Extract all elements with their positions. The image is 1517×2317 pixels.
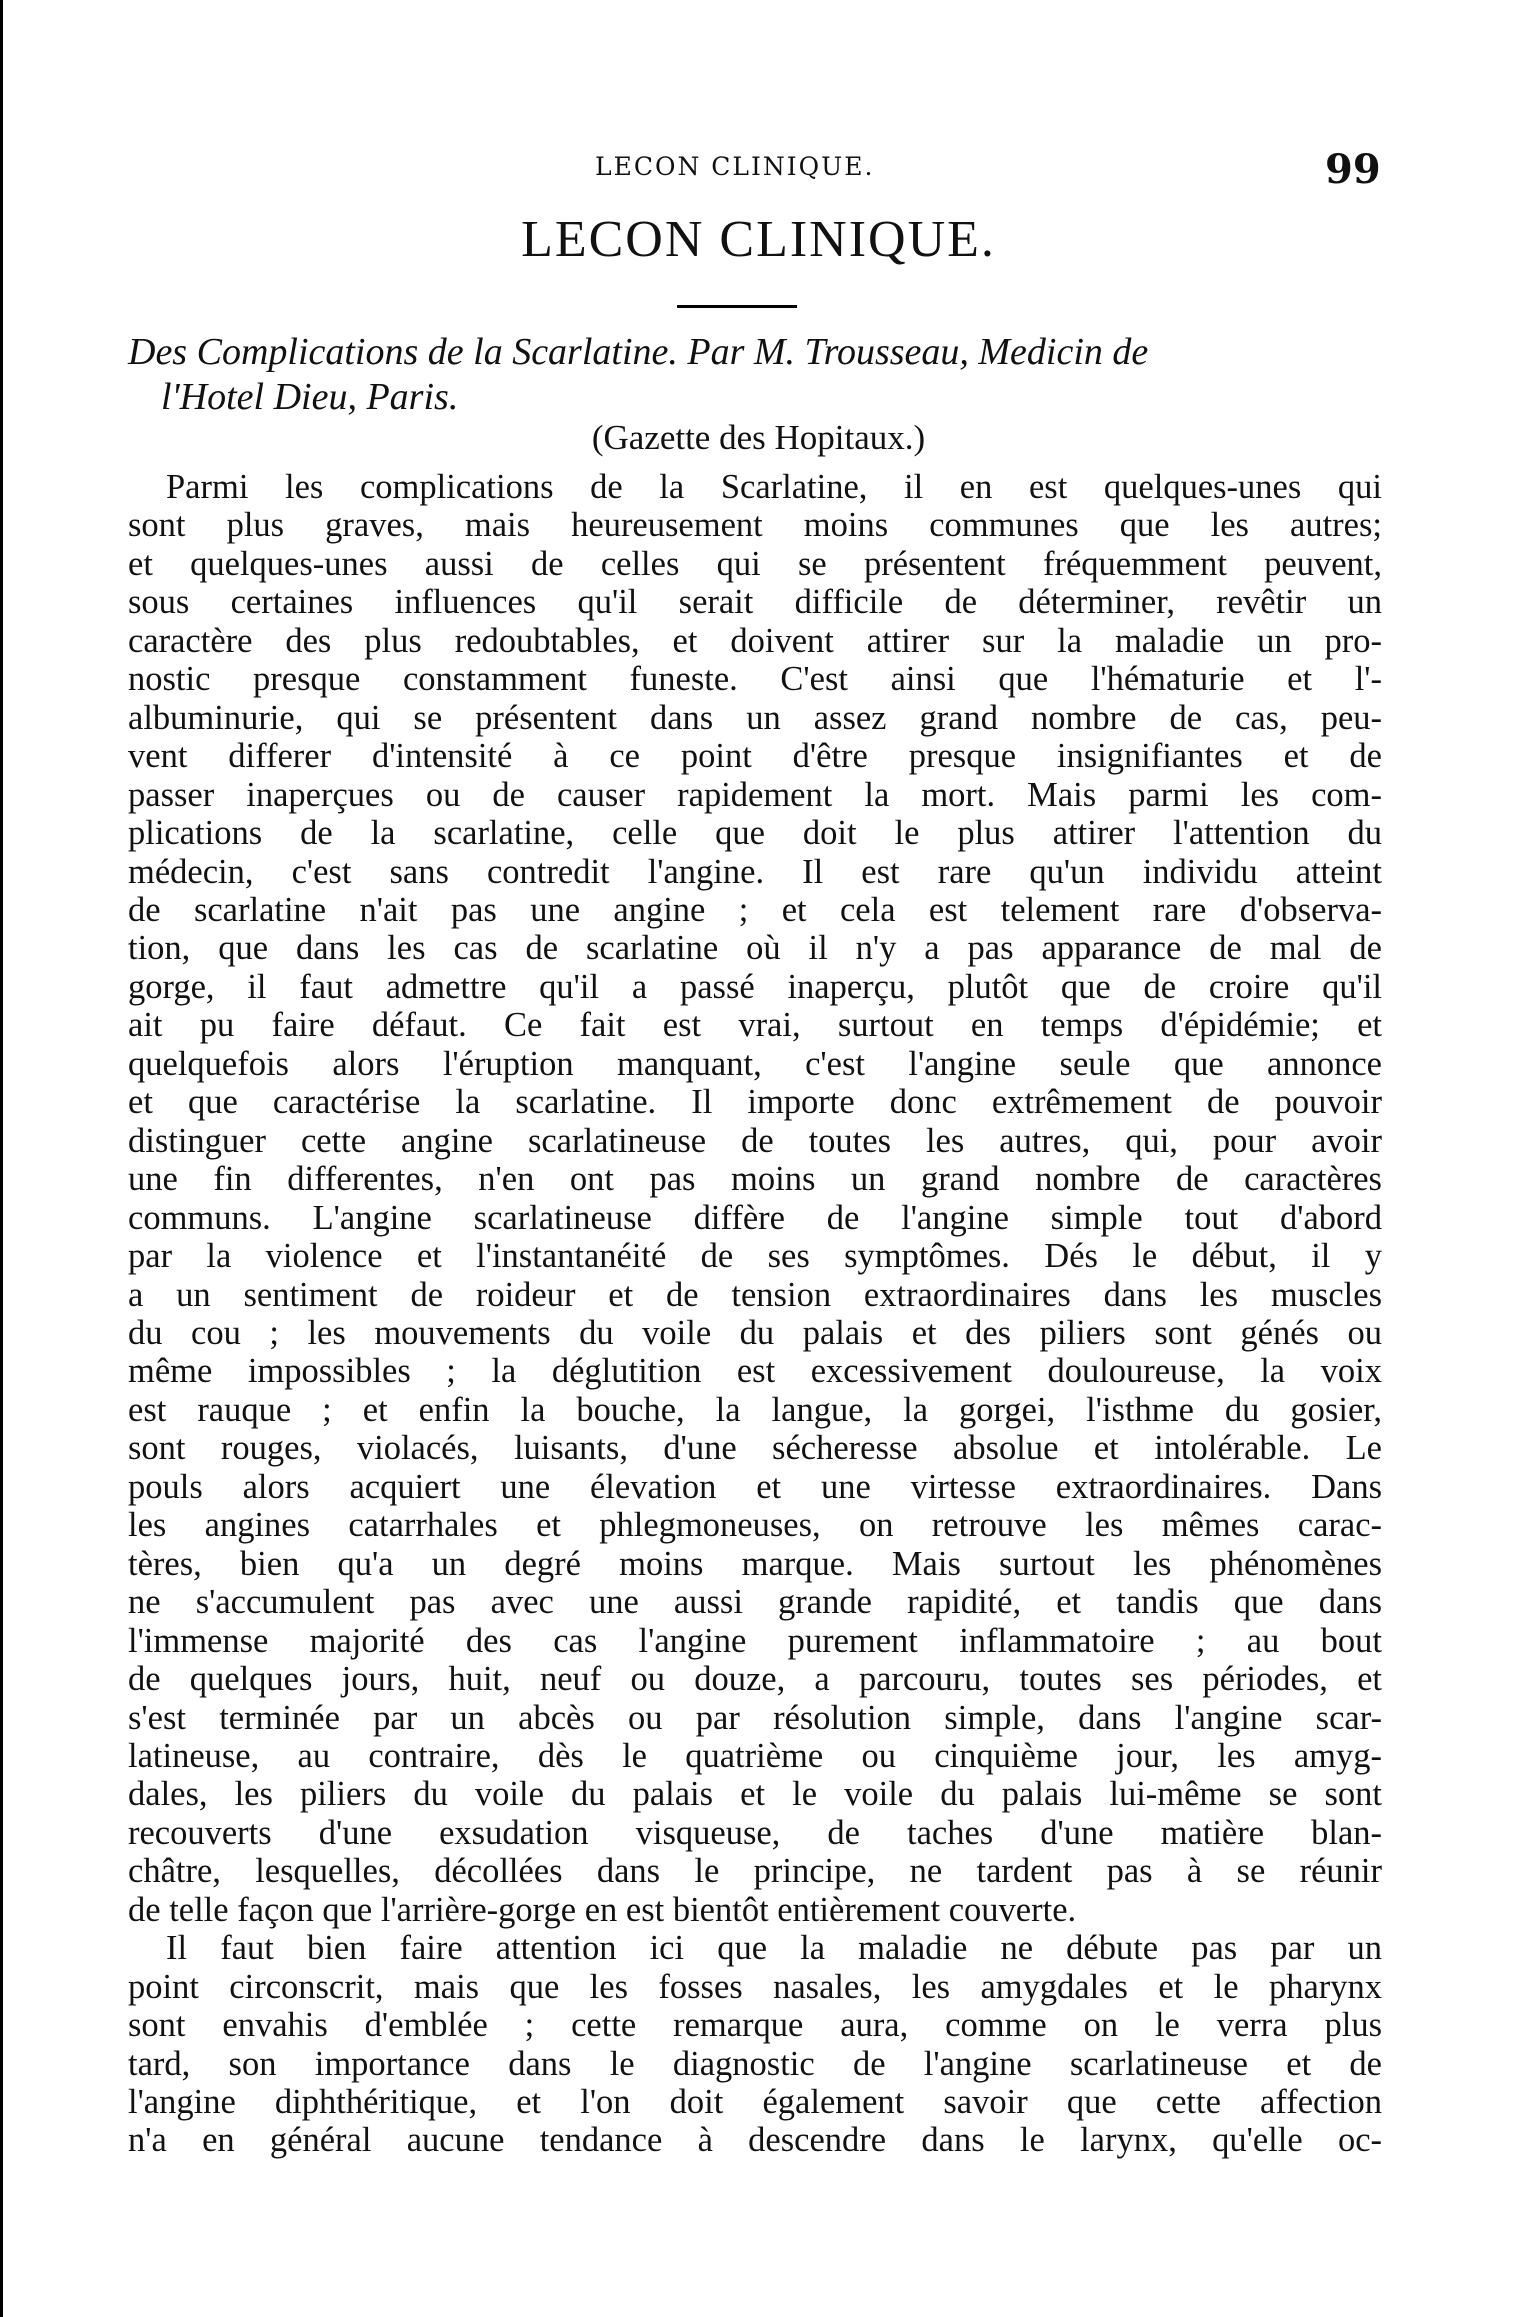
subtitle-line-1: Des Complications de la Scarlatine. Par M. Trousseau, Medicin de (128, 331, 1149, 373)
text-line: de quelques jours, huit, neuf ou douze, a parcouru, toutes ses périodes, et (128, 1660, 1382, 1699)
text-line: passer inaperçues ou de causer rapidement la mort. Mais parmi les com- (128, 775, 1382, 814)
text-line: s'est terminée par un abcès ou par résolution simple, dans l'angine scar- (128, 1698, 1382, 1737)
text-line: recouverts d'une exsudation visqueuse, de taches d'une matière blan- (128, 1813, 1382, 1852)
article-subtitle (128, 330, 1388, 420)
text-line: par la violence et l'instantanéité de ses symptômes. Dés le début, il y (128, 1237, 1382, 1276)
text-line: de scarlatine n'ait pas une angine ; et cela est telement rare d'observa- (128, 890, 1382, 929)
text-line: sont envahis d'emblée ; cette remarque aura, comme on le verra plus (128, 2006, 1382, 2045)
page-edge-rule (0, 0, 3, 2317)
text-line: pouls alors acquiert une élevation et une virtesse extraordinaires. Dans (128, 1467, 1382, 1506)
text-line: vent differer d'intensité à ce point d'être presque insignifiantes et de (128, 737, 1382, 776)
text-line: est rauque ; et enfin la bouche, la langue, la gorgei, l'isthme du gosier, (128, 1390, 1382, 1429)
text-line: une fin differentes, n'en ont pas moins un grand nombre de caractères (128, 1160, 1382, 1199)
text-line: point circonscrit, mais que les fosses nasales, les amygdales et le pharynx (128, 1967, 1382, 2006)
running-title: LECON CLINIQUE. (595, 152, 875, 181)
text-line: ne s'accumulent pas avec une aussi grande rapidité, et tandis que dans (128, 1583, 1382, 1622)
text-line: du cou ; les mouvements du voile du palais et des piliers sont génés ou (128, 1313, 1382, 1352)
text-line: sont rouges, violacés, luisants, d'une sécheresse absolue et intolérable. Le (128, 1429, 1382, 1468)
text-line: tard, son importance dans le diagnostic de l'angine scarlatineuse et de (128, 2044, 1382, 2083)
text-line: tères, bien qu'a un degré moins marque. Mais surtout les phénomènes (128, 1544, 1382, 1583)
article-body (128, 468, 1382, 2160)
text-line: médecin, c'est sans contredit l'angine. Il est rare qu'un individu atteint (128, 852, 1382, 891)
paragraph (128, 468, 1382, 1929)
text-line: l'angine diphthéritique, et l'on doit également savoir que cette affection (128, 2083, 1382, 2122)
text-line: albuminurie, qui se présentent dans un assez grand nombre de cas, peu- (128, 698, 1382, 737)
text-line: ait pu faire défaut. Ce fait est vrai, surtout en temps d'épidémie; et (128, 1006, 1382, 1045)
text-line: sont plus graves, mais heureusement moins communes que les autres; (128, 506, 1382, 545)
running-head (0, 146, 1517, 196)
article-title: LECON CLINIQUE. (521, 211, 996, 268)
text-line: plications de la scarlatine, celle que doit le plus attirer l'attention du (128, 814, 1382, 853)
text-line: a un sentiment de roideur et de tension extraordinaires dans les muscles (128, 1275, 1382, 1314)
text-line: nostic presque constamment funeste. C'est ainsi que l'hématurie et l'- (128, 660, 1382, 699)
text-line: même impossibles ; la déglutition est excessivement douloureuse, la voix (128, 1352, 1382, 1391)
text-line: caractère des plus redoubtables, et doivent attirer sur la maladie un pro- (128, 621, 1382, 660)
text-line: Il faut bien faire attention ici que la maladie ne débute pas par un (166, 1929, 1382, 1968)
text-line: distinguer cette angine scarlatineuse de toutes les autres, qui, pour avoir (128, 1121, 1382, 1160)
paragraph (128, 1929, 1382, 2160)
text-line: tion, que dans les cas de scarlatine où il n'y a pas apparance de mal de (128, 929, 1382, 968)
text-line: et quelques-unes aussi de celles qui se présentent fréquemment peuvent, (128, 544, 1382, 583)
text-line: n'a en général aucune tendance à descendre dans le larynx, qu'elle oc- (128, 2121, 1382, 2160)
text-line: sous certaines influences qu'il serait difficile de déterminer, revêtir un (128, 583, 1382, 622)
text-line: quelquefois alors l'éruption manquant, c'est l'angine seule que annonce (128, 1044, 1382, 1083)
text-line: châtre, lesquelles, décollées dans le principe, ne tardent pas à se réunir (128, 1852, 1382, 1891)
text-line: l'immense majorité des cas l'angine purement inflammatoire ; au bout (128, 1621, 1382, 1660)
subtitle-line-2: l'Hotel Dieu, Paris. (161, 376, 459, 418)
article-source: (Gazette des Hopitaux.) (591, 418, 926, 457)
text-line: de telle façon que l'arrière-gorge en est bientôt entièrement couverte. (128, 1890, 1077, 1929)
title-divider (677, 305, 797, 308)
text-line: et que caractérise la scarlatine. Il importe donc extrêmement de pouvoir (128, 1083, 1382, 1122)
text-line: Parmi les complications de la Scarlatine, il en est quelques-unes qui (166, 468, 1382, 506)
text-line: gorge, il faut admettre qu'il a passé inaperçu, plutôt que de croire qu'il (128, 967, 1382, 1006)
text-line: communs. L'angine scarlatineuse diffère de l'angine simple tout d'abord (128, 1198, 1382, 1237)
text-line: latineuse, au contraire, dès le quatrième ou cinquième jour, les amyg- (128, 1736, 1382, 1775)
text-line: dales, les piliers du voile du palais et le voile du palais lui-même se sont (128, 1775, 1382, 1814)
page-number: 99 (1325, 146, 1381, 193)
text-line: les angines catarrhales et phlegmoneuses, on retrouve les mêmes carac- (128, 1506, 1382, 1545)
